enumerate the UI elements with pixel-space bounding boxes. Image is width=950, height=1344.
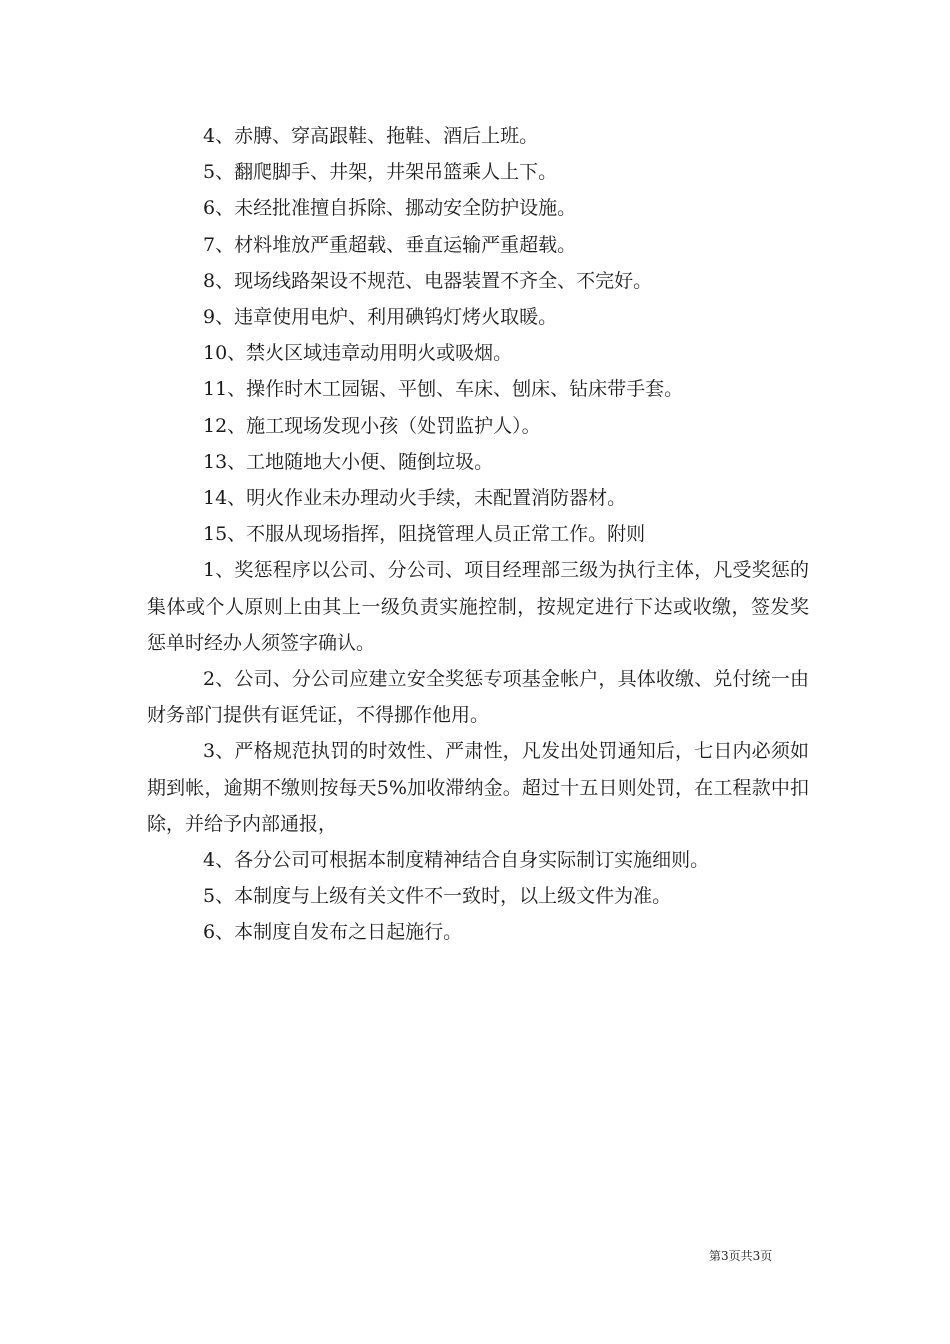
paragraph: 6、本制度自发布之日起施行。	[203, 921, 463, 944]
paragraph: 3、严格规范执罚的时效性、严肃性，凡发出处罚通知后，七日内必须如期到帐，逾期不缴则按每天5%加收滞纳金。超过十五日则处罚，在工程款中扣除，并给予内部通报，	[147, 740, 809, 835]
list-item: 9、违章使用电炉、利用碘钨灯烤火取暖。	[203, 306, 558, 329]
list-item: 15、不服从现场指挥，阻挠管理人员正常工作。附则	[203, 523, 646, 546]
list-item: 7、材料堆放严重超载、垂直运输严重超载。	[203, 233, 577, 256]
list-item: 4、赤膊、穿高跟鞋、拖鞋、酒后上班。	[203, 125, 539, 147]
paragraph: 2、公司、分公司应建立安全奖惩专项基金帐户，具体收缴、兑付统一由财务部门提供有诓凭证，不得挪作他用。	[147, 668, 809, 727]
paragraph: 5、本制度与上级有关文件不一致时，以上级文件为准。	[203, 885, 672, 908]
paragraph: 4、各分公司可根据本制度精神结合自身实际制订实施细则。	[203, 849, 710, 872]
page-number-footer: 第3页共3页	[709, 1249, 773, 1263]
list-item: 14、明火作业未办理动火手续，未配置消防器材。	[203, 487, 627, 510]
list-item: 8、现场线路架设不规范、电器装置不齐全、不完好。	[203, 269, 653, 292]
paragraph: 1、奖惩程序以公司、分公司、项目经理部三级为执行主体，凡受奖惩的集体或个人原则上由其上一级负责实施控制，按规定进行下达或收缴，签发奖惩单时经办人须签字确认。	[147, 559, 809, 654]
list-item: 10、禁火区域违章动用明火或吸烟。	[203, 342, 513, 365]
list-item: 11、操作时木工园锯、平刨、车床、刨床、钻床带手套。	[203, 378, 684, 401]
list-item: 5、翻爬脚手、井架，井架吊篮乘人上下。	[203, 161, 558, 184]
document-body	[147, 118, 809, 951]
list-item: 13、工地随地大小便、随倒垃圾。	[203, 450, 494, 473]
list-item: 12、施工现场发现小孩（处罚监护人）。	[203, 414, 541, 437]
list-item: 6、未经批准擅自拆除、挪动安全防护设施。	[203, 197, 577, 220]
